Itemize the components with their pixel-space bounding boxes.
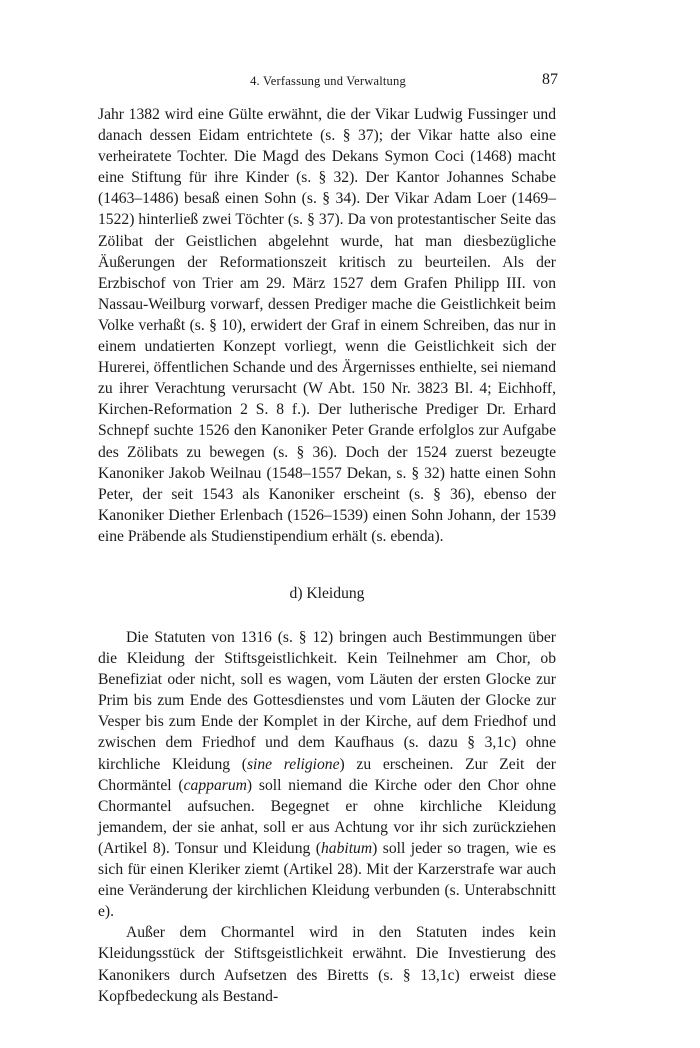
page-number: 87 (542, 71, 558, 88)
body-text-block-1 (98, 104, 556, 547)
text-run: Die Statuten von 1316 (s. § 12) bringen auch Bestimmungen über die Kleidung der Stiftsgeistlichkeit. Kein Teilnehmer am Chor, ob Benefiziat oder nicht, soll es wagen, vom Läuten der ersten Glocke zur Prim bis zum Ende des Gottesdienstes und vom Läuten der Glocke zur Vesper bis zum Ende der Komplet in der Kirche, auf dem Friedhof und zwischen dem Friedhof und dem Kaufhaus (s. dazu § 3,1c) ohne kirchliche Kleidung ( (98, 629, 556, 773)
text-run: ) zu erscheinen. Zur Zeit der Chormäntel ( (98, 755, 556, 794)
latin-term: habitum (320, 839, 373, 857)
latin-term: sine religione (246, 755, 340, 773)
paragraph-clothing-statutes (98, 627, 556, 922)
body-text-block-2 (98, 627, 556, 1007)
running-head (98, 72, 558, 92)
text-run: ) soll niemand die Kirche oder den Chor ohne Chormantel aufsuchen. Begegnet er ohne kirchliche Kleidung jemandem, der sie anhat, soll er aus Achtung vor ihr sich zurückziehen (Artikel 8). Tonsur und Kleidung ( (98, 776, 557, 857)
paragraph-choir-mantle: Außer dem Chormantel wird in den Statuten indes kein Kleidungsstück der Stiftsgeistlichkeit erwähnt. Die Investierung des Kanonikers durch Aufsetzen des Biretts (s. § 13,1c) erweist diese Kopfbedeckung als Bestand- (98, 924, 556, 1005)
latin-term: capparum (183, 776, 247, 794)
text-run: ) soll jeder so tragen, wie es sich für einen Kleriker ziemt (Artikel 28). Mit der Karzerstrafe war auch eine Veränderung der kirchlichen Kleidung verbunden (s. Unterabschnitt e). (98, 839, 556, 921)
paragraph-continuation: Jahr 1382 wird eine Gülte erwähnt, die der Vikar Ludwig Fussinger und danach dessen Eidam entrichtete (s. § 37); der Vikar hatte also eine verheiratete Tochter. Die Magd des Dekans Symon Coci (1468) macht eine Stiftung für ihre Kinder (s. § 32). Der Kantor Johannes Schabe (1463–1486) besaß einen Sohn (s. § 34). Der Vikar Adam Loer (1469–1522) hinterließ zwei Töchter (s. § 37). Da von protestantischer Seite das Zölibat der Geistlichen abgelehnt wurde, hat man diesbezügliche Äußerungen der Reformationszeit kritisch zu beurteilen. Als der Erzbischof von Trier am 29. März 1527 dem Grafen Philipp III. von Nassau-Weilburg vorwarf, dessen Prediger mache die Geistlichkeit beim Volke verhaßt (s. § 10), erwidert der Graf in einem Schreiben, das nur in einem undatierten Konzept vorliegt, wenn die Geistlichkeit sich der Hurerei, öffentlichen Schande und des Ärgernisses enthielte, sei niemand zu ihrer Verachtung verursacht (W Abt. 150 Nr. 3823 Bl. 4; Eichhoff, Kirchen-Reformation 2 S. 8 f.). Der lutherische Prediger Dr. Erhard Schnepf suchte 1526 den Kanoniker Peter Grande erfolglos zur Aufgabe des Zölibats zu bewegen (s. § 36). Doch der 1524 zuerst bezeugte Kanoniker Jakob Weilnau (1548–1557 Dekan, s. § 32) hatte einen Sohn Peter, der seit 1543 als Kanoniker erscheint (s. § 36), ebenso der Kanoniker Diether Erlenbach (1526–1539) einen Sohn Johann, der 1539 eine Präbende als Studienstipendium erhält (s. ebenda). (98, 106, 556, 545)
section-heading: d) Kleidung (289, 585, 365, 602)
running-title: 4. Verfassung und Verwaltung (250, 74, 406, 88)
